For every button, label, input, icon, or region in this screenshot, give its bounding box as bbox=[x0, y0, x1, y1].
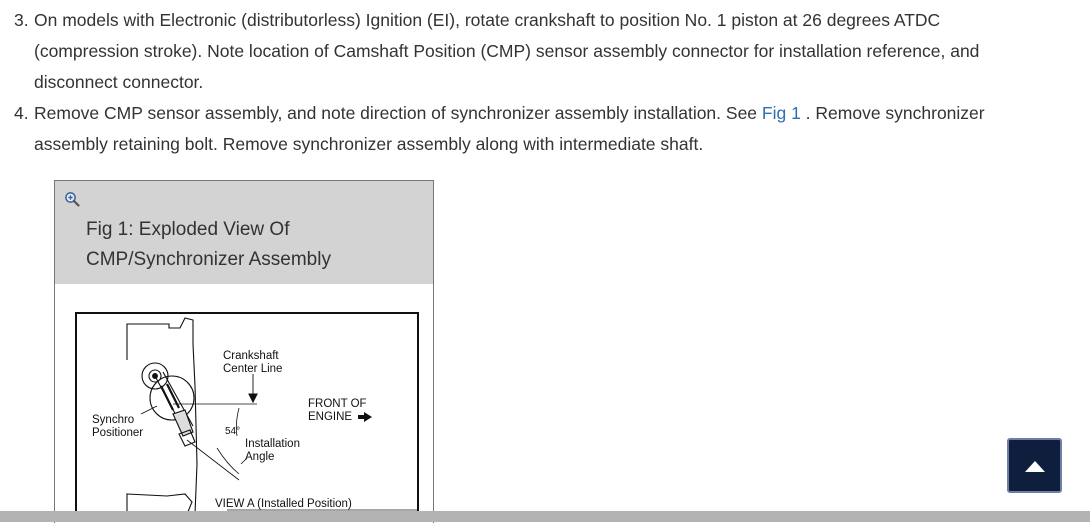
step-text-line: (compression stroke). Note location of Camshaft Position (CMP) sensor assembly connector for installation reference, and bbox=[34, 41, 980, 61]
step-text: . Remove synchronizer bbox=[800, 103, 985, 123]
figure-title bbox=[86, 215, 386, 275]
magnifier-plus-icon[interactable] bbox=[64, 191, 80, 207]
bottom-scrollbar[interactable] bbox=[0, 511, 1090, 522]
angle-value-label: 54° bbox=[225, 426, 241, 437]
installation-angle-label: Installation Angle bbox=[245, 438, 300, 463]
step-number: 4. bbox=[14, 103, 29, 123]
caret-up-icon bbox=[1023, 458, 1047, 474]
figure-header bbox=[55, 181, 433, 284]
step-text: Remove CMP sensor assembly, and note direction of synchronizer assembly installation. See bbox=[34, 103, 762, 123]
step-4 bbox=[14, 98, 1074, 160]
step-text-line bbox=[34, 98, 1074, 129]
synchro-positioner-label: Synchro Positioner bbox=[92, 414, 144, 439]
exploded-view-diagram bbox=[75, 312, 419, 514]
back-to-top-button[interactable] bbox=[1007, 438, 1062, 493]
step-text-line: On models with Electronic (distributorless) Ignition (EI), rotate crankshaft to position No. 1 piston at 26 degrees ATDC bbox=[34, 10, 941, 30]
step-text-line: assembly retaining bolt. Remove synchronizer assembly along with intermediate shaft. bbox=[34, 134, 704, 154]
fig-1-link[interactable]: Fig 1 bbox=[761, 103, 801, 123]
front-of-engine-label: FRONT OF ENGINE bbox=[308, 398, 367, 423]
figure-panel bbox=[54, 180, 434, 523]
figure-title-line: Fig 1: Exploded View Of bbox=[86, 219, 290, 240]
crankshaft-label: Crankshaft Center Line bbox=[223, 350, 283, 375]
step-text-line: disconnect connector. bbox=[34, 72, 204, 92]
step-number: 3. bbox=[14, 10, 29, 30]
figure-title-line: CMP/Synchronizer Assembly bbox=[86, 249, 331, 270]
step-3 bbox=[14, 5, 1074, 98]
view-a-label: VIEW A (Installed Position) bbox=[215, 498, 352, 510]
